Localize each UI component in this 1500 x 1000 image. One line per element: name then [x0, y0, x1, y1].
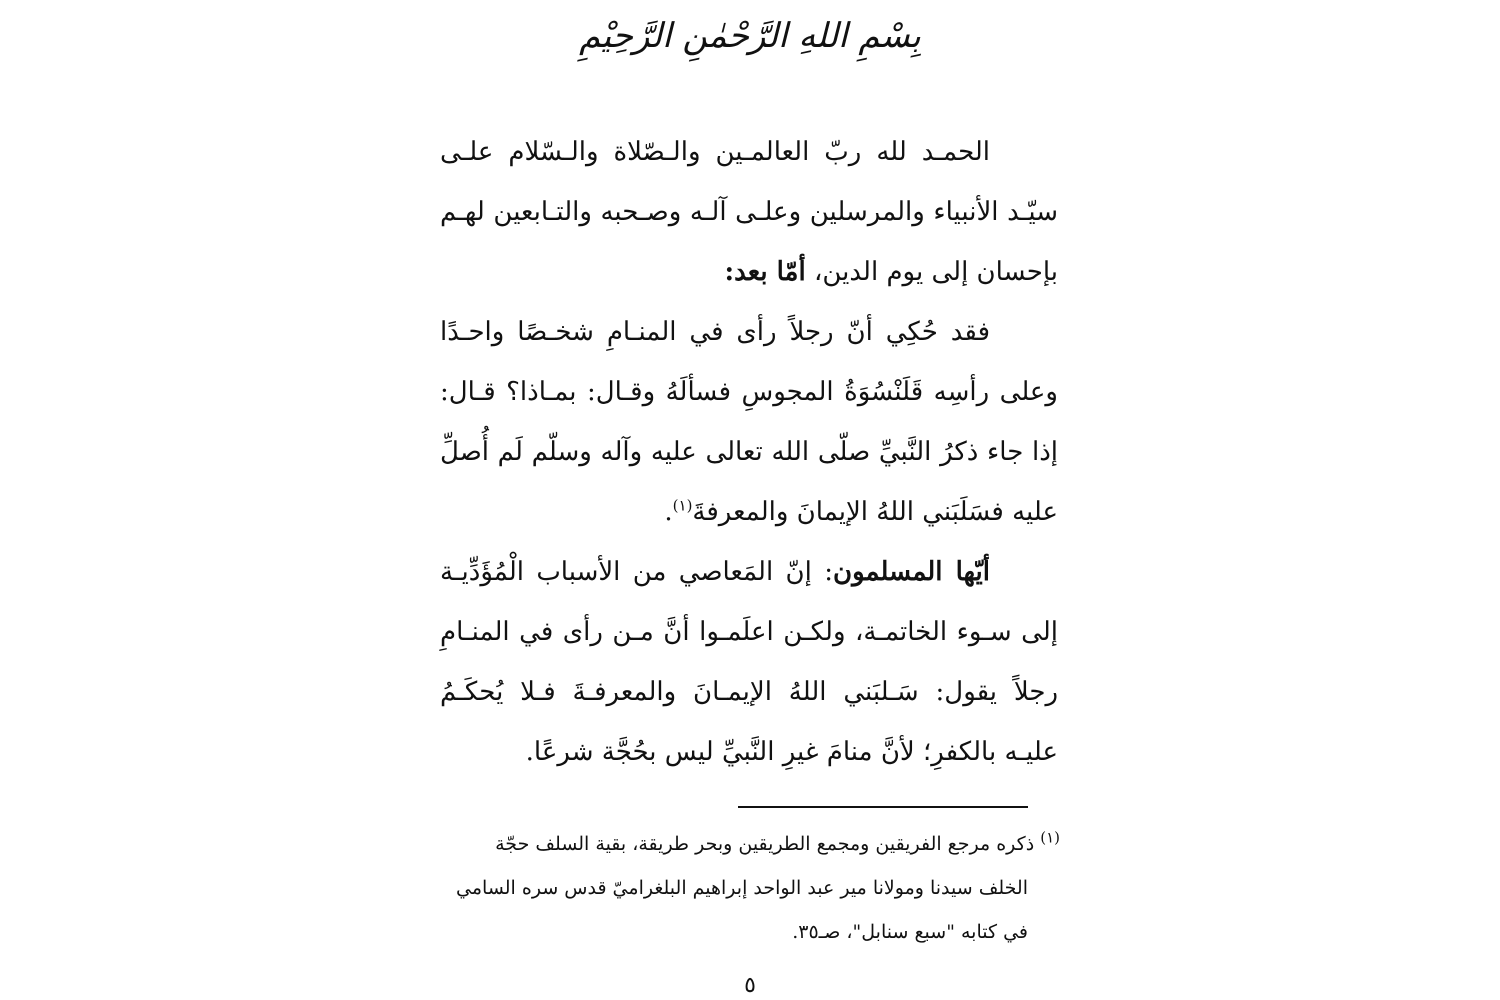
basmala-header [560, 0, 940, 80]
paragraph-address [440, 542, 1058, 782]
footnote-1-line-2: الخلف سيدنا ومولانا مير عبد الواحد إبراهيم البلغراميّ قدس سره السامي [456, 877, 1028, 899]
footnote-1-line-3: في كتابه "سبع سنابل"، صـ٣٥. [792, 921, 1028, 943]
story-text: فقد حُكِي أنّ رجلاً رأى في المنـامِ شخـصًا واحـدًا وعلى رأسِه قَلَنْسُوَةُ المجوسِ فسألَهُ وقـال: بمـاذا؟ قـال: إذا جاء ذكرُ النَّبيِّ صلّى الله تعالى عليه وآله وسلّم لَم أُصلِّ عليه فسَلَبَني اللهُ الإيمانَ والمعرفةَ [440, 317, 1058, 527]
main-text [440, 122, 1058, 782]
footnote-reference[interactable]: (١) [672, 496, 693, 515]
footnotes-section [444, 822, 1060, 954]
opening-text: الحمـد لله ربّ العالمـين والـصّلاة والـسّلام علـى سيّـد الأنبياء والمرسلين وعلـى آلـه وصـحبه والتـابعين لهـم بإحسان إلى يوم الدين، [440, 137, 1058, 287]
footnote-marker: (١) [1040, 828, 1060, 847]
story-end: . [664, 497, 673, 527]
basmala-calligraphy: بِسْمِ اللهِ الرَّحْمٰنِ الرَّحِيْمِ [579, 16, 921, 56]
paragraph-story [440, 302, 1058, 542]
address-text: : إنّ المَعاصي من الأسباب الْمُؤَدِّيـة إلى سـوء الخاتمـة، ولكـن اعلَمـوا أنَّ مـن رأى في المنـامِ رجلاً يقول: سَـلبَني اللهُ الإيمـانَ والمعرفـةَ فـلا يُحكَـمُ عليـه بالكفرِ؛ لأنَّ منامَ غيرِ النَّبيِّ ليس بحُجَّة شرعًا. [440, 557, 1058, 767]
footnote-1-line-1 [444, 822, 1060, 866]
paragraph-opening [440, 122, 1058, 302]
opening-colon: : [724, 257, 735, 287]
page-number: ٥ [744, 973, 756, 998]
footnote-text-1: ذكره مرجع الفريقين ومجمع الطريقين وبحر طريقة، بقية السلف حجّة [495, 833, 1041, 855]
amma-bad-heading: أمّا بعد [734, 257, 806, 287]
muslims-address-heading: أيّها المسلمون [832, 557, 990, 587]
footnote-separator [738, 806, 1028, 808]
